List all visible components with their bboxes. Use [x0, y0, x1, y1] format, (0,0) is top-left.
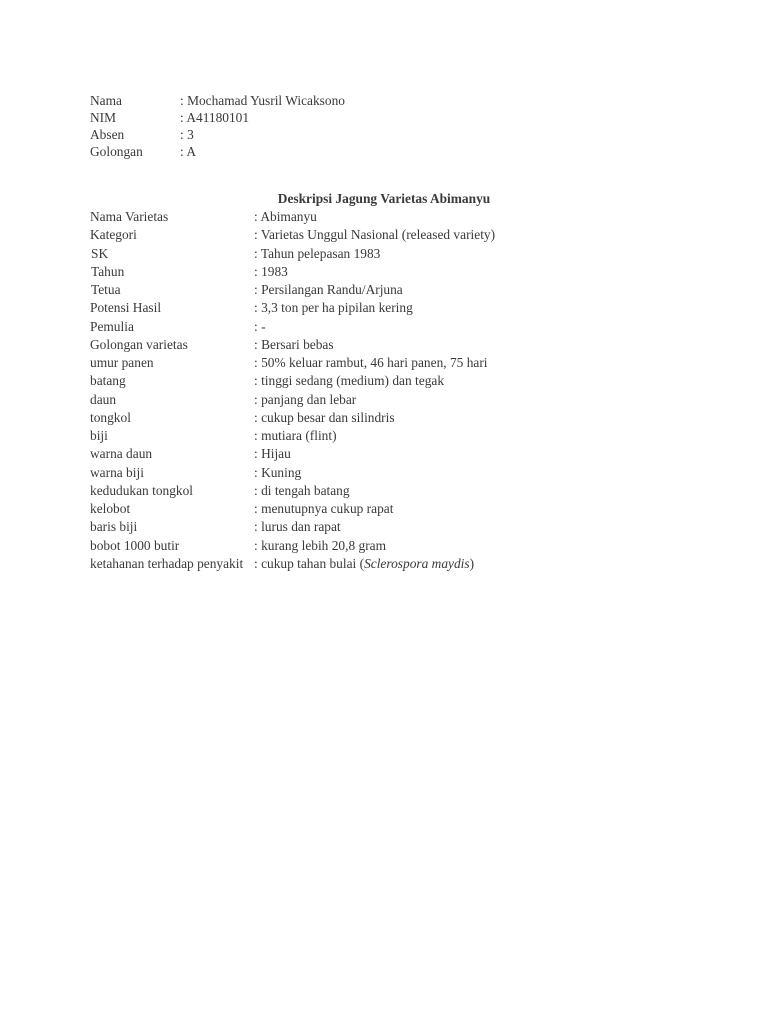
- desc-label: Potensi Hasil: [90, 300, 162, 316]
- info-value: : 3: [180, 127, 194, 142]
- desc-row: [90, 391, 495, 409]
- desc-label: umur panen: [90, 355, 154, 370]
- desc-label: warna biji: [90, 464, 144, 480]
- info-label: Absen: [90, 127, 125, 142]
- desc-row: [90, 518, 495, 536]
- document-title: [0, 190, 768, 208]
- desc-value: : Bersari bebas: [254, 336, 334, 352]
- desc-value: : menutupnya cukup rapat: [254, 501, 394, 516]
- desc-value: : Kuning: [254, 464, 302, 480]
- desc-row: [90, 226, 495, 244]
- student-info: [90, 92, 345, 160]
- desc-label: warna daun: [90, 446, 153, 462]
- desc-value: : Abimanyu: [254, 209, 317, 224]
- desc-value: : -: [254, 318, 266, 334]
- desc-row: [90, 336, 495, 354]
- info-value: : A: [180, 144, 196, 159]
- desc-value: [254, 556, 474, 571]
- desc-row: [90, 263, 495, 281]
- info-row-nama: [90, 92, 345, 109]
- desc-value: : di tengah batang: [254, 482, 350, 498]
- desc-label: tongkol: [90, 409, 131, 425]
- desc-value: : panjang dan lebar: [254, 391, 357, 407]
- desc-value: : lurus dan rapat: [254, 519, 341, 535]
- desc-row: [90, 464, 495, 482]
- desc-value: : Persilangan Randu/Arjuna: [254, 282, 403, 297]
- info-row-absen: [90, 126, 345, 143]
- desc-row: [90, 372, 495, 390]
- variety-description: [90, 208, 495, 573]
- desc-label: Tetua: [91, 282, 121, 297]
- species-name: Sclerospora maydis: [364, 555, 470, 571]
- desc-value: : 1983: [254, 263, 288, 279]
- desc-row: [90, 555, 495, 573]
- desc-value: : Varietas Unggul Nasional (released variety): [254, 227, 496, 243]
- desc-value: : mutiara (flint): [254, 428, 337, 443]
- info-row-golongan: [90, 143, 345, 160]
- info-row-nim: [90, 109, 345, 126]
- info-value: : Mochamad Yusril Wicaksono: [180, 93, 345, 108]
- desc-label: kedudukan tongkol: [90, 482, 194, 498]
- desc-row: [90, 537, 495, 555]
- desc-label: baris biji: [90, 519, 138, 535]
- desc-label: Golongan varietas: [90, 336, 188, 352]
- desc-value-text: : cukup tahan bulai (: [254, 555, 365, 571]
- info-label: Golongan: [90, 144, 143, 159]
- desc-value-suffix: ): [469, 555, 475, 571]
- desc-label: batang: [90, 373, 126, 389]
- desc-row: [90, 500, 495, 518]
- desc-value: : kurang lebih 20,8 gram: [254, 537, 387, 553]
- desc-value: : 50% keluar rambut, 46 hari panen, 75 hari: [254, 355, 488, 370]
- info-label: NIM: [90, 110, 117, 125]
- desc-label: Kategori: [90, 227, 137, 243]
- desc-row: [90, 427, 495, 445]
- desc-row: [90, 245, 495, 263]
- desc-value: : tinggi sedang (medium) dan tegak: [254, 373, 445, 389]
- desc-value: : Tahun pelepasan 1983: [254, 245, 381, 261]
- desc-value: : Hijau: [254, 446, 291, 462]
- desc-label: SK: [91, 245, 109, 261]
- desc-row: [90, 354, 495, 372]
- desc-label: daun: [90, 391, 117, 407]
- desc-row: [90, 409, 495, 427]
- info-value: : A41180101: [180, 110, 250, 125]
- info-label: Nama: [90, 93, 122, 108]
- desc-label: Tahun: [91, 263, 125, 279]
- desc-label: biji: [90, 428, 108, 443]
- desc-row: [90, 208, 495, 226]
- desc-label: Nama Varietas: [90, 209, 169, 224]
- desc-label: ketahanan terhadap penyakit: [90, 555, 244, 571]
- desc-row: [90, 281, 495, 299]
- desc-row: [90, 318, 495, 336]
- desc-value: : cukup besar dan silindris: [254, 409, 395, 425]
- desc-label: Pemulia: [90, 318, 134, 334]
- document-title-text: Deskripsi Jagung Varietas Abimanyu: [277, 191, 491, 206]
- desc-label: bobot 1000 butir: [90, 537, 180, 553]
- desc-label: kelobot: [90, 501, 131, 516]
- desc-value: : 3,3 ton per ha pipilan kering: [254, 300, 413, 316]
- desc-row: [90, 445, 495, 463]
- desc-row: [90, 482, 495, 500]
- desc-row: [90, 299, 495, 317]
